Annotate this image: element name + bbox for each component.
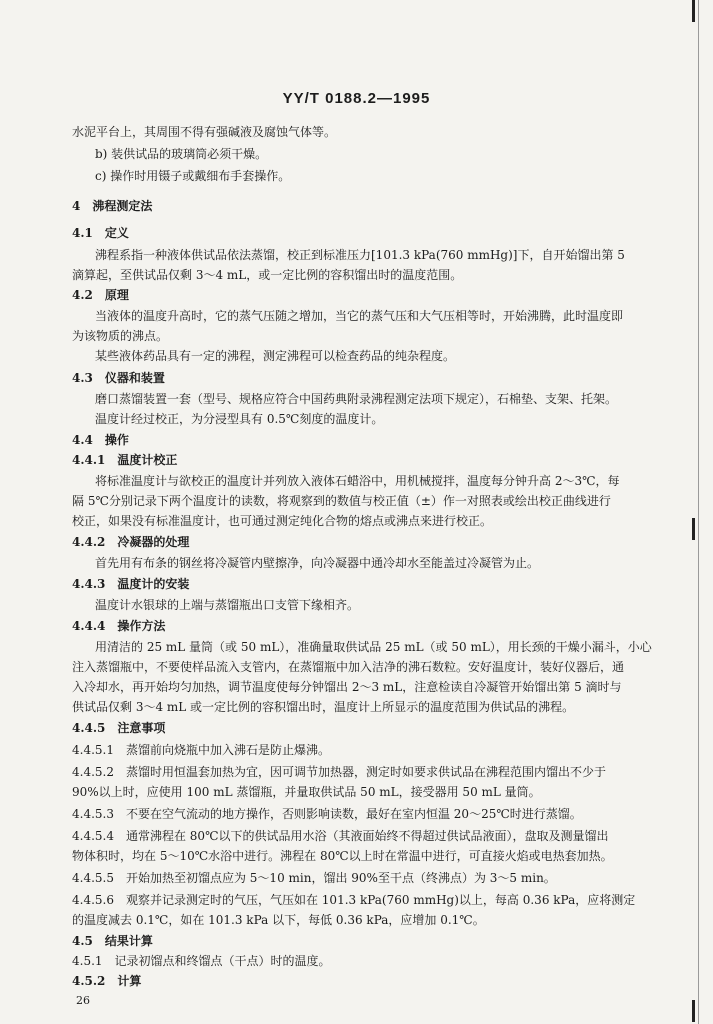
section-heading-4-2: 4.2 原理 — [72, 288, 129, 302]
body-line: 温度计水银球的上端与蒸馏瓶出口支管下缘相齐。 — [95, 598, 360, 612]
body-line: 磨口蒸馏装置一套（型号、规格应符合中国药典附录沸程测定法项下规定），石棉垫、支架、托架。 — [95, 392, 618, 406]
body-line: 校正，如果没有标准温度计，也可通过测定纯化合物的熔点或沸点来进行校正。 — [72, 514, 493, 528]
body-line: 4.5.1 记录初馏点和终馏点（干点）时的温度。 — [72, 954, 331, 968]
body-line: 4.4.5.1 蒸馏前向烧瓶中加入沸石是防止爆沸。 — [72, 743, 330, 757]
body-line: 入冷却水，再开始均匀加热，调节温度使每分钟馏出 2～3 mL，注意检读自冷凝管开始馏出第 5 滴时与 — [72, 680, 622, 694]
edge-mark — [692, 1000, 695, 1022]
section-heading-4-4-3: 4.4.3 温度计的安装 — [72, 577, 190, 591]
body-line: 滴算起，至供试品仅剩 3～4 mL，或一定比例的容积馏出时的温度范围。 — [72, 268, 463, 282]
edge-mark — [692, 0, 695, 22]
edge-mark — [692, 518, 695, 540]
body-line: 为该物质的沸点。 — [72, 329, 169, 343]
body-line: 当液体的温度升高时，它的蒸气压随之增加，当它的蒸气压和大气压相等时，开始沸腾，此时温度即 — [95, 309, 624, 323]
body-line: 沸程系指一种液体供试品依法蒸馏，校正到标准压力[101.3 kPa(760 mmHg)]下，自开始馏出第 5 — [95, 248, 625, 262]
body-line: 用清洁的 25 mL 量筒（或 50 mL），准确量取供试品 25 mL（或 50 mL），用长颈的干燥小漏斗，小心 — [95, 640, 652, 654]
body-line: 的温度减去 0.1℃，如在 101.3 kPa 以下，每低 0.36 kPa，应增加 0.1℃。 — [72, 913, 485, 927]
body-line: 水泥平台上，其周围不得有强碱液及腐蚀气体等。 — [72, 125, 337, 139]
page-header: YY/T 0188.2—1995 — [282, 90, 431, 107]
body-line: 隔 5℃分别记录下两个温度计的读数，将观察到的数值与校正值（±）作一对照表或绘出校正曲线进行 — [72, 494, 611, 508]
body-line: 4.4.5.6 观察并记录测定时的气压，气压如在 101.3 kPa(760 mmHg)以上，每高 0.36 kPa，应将测定 — [72, 893, 636, 907]
section-heading-4-4-4: 4.4.4 操作方法 — [72, 619, 166, 633]
section-heading-4-5-2: 4.5.2 计算 — [72, 974, 142, 988]
section-heading-4-1: 4.1 定义 — [72, 226, 129, 240]
body-line: 首先用有布条的钢丝将冷凝管内壁擦净，向冷凝器中通冷却水至能盖过冷凝管为止。 — [95, 556, 540, 570]
body-line: 物体积时，均在 5～10℃水浴中进行。沸程在 80℃以上时在常温中进行，可直接火焰或电热套加热。 — [72, 849, 613, 863]
list-item-c: c) 操作时用镊子或戴细布手套操作。 — [95, 169, 291, 183]
page-edge-line — [698, 0, 699, 1024]
body-line: 供试品仅剩 3～4 mL 或一定比例的容积馏出时，温度计上所显示的温度范围为供试品的沸程。 — [72, 700, 575, 714]
section-heading-4: 4 沸程测定法 — [72, 199, 153, 213]
body-line: 4.4.5.5 开始加热至初馏点应为 5～10 min，馏出 90%至干点（终沸点）为 3～5 min。 — [72, 871, 556, 885]
body-line: 90%以上时，应使用 100 mL 蒸馏瓶，并量取供试品 50 mL，接受器用 50 mL 量筒。 — [72, 785, 541, 799]
section-heading-4-4: 4.4 操作 — [72, 433, 129, 447]
body-line: 4.4.5.2 蒸馏时用恒温套加热为宜，因可调节加热器，测定时如要求供试品在沸程范围内馏出不少于 — [72, 765, 606, 779]
section-heading-4-4-2: 4.4.2 冷凝器的处理 — [72, 535, 190, 549]
body-line: 某些液体药品具有一定的沸程，测定沸程可以检查药品的纯杂程度。 — [95, 349, 456, 363]
section-heading-4-3: 4.3 仪器和装置 — [72, 371, 165, 385]
section-heading-4-5: 4.5 结果计算 — [72, 934, 153, 948]
body-line: 4.4.5.4 通常沸程在 80℃以下的供试品用水浴（其液面始终不得超过供试品液面），盘取及测量馏出 — [72, 829, 609, 843]
section-heading-4-4-1: 4.4.1 温度计校正 — [72, 453, 178, 467]
body-line: 注入蒸馏瓶中，不要使样品流入支管内，在蒸馏瓶中加入洁净的沸石数粒。安好温度计，装好仪器后，通 — [72, 660, 625, 674]
list-item-b: b) 装供试品的玻璃筒必须干燥。 — [95, 147, 268, 161]
body-line: 4.4.5.3 不要在空气流动的地方操作，否则影响读数，最好在室内恒温 20～25℃时进行蒸馏。 — [72, 807, 582, 821]
body-line: 温度计经过校正，为分浸型具有 0.5℃刻度的温度计。 — [95, 412, 384, 426]
page-number: 26 — [76, 994, 90, 1007]
body-line: 将标准温度计与欲校正的温度计并列放入液体石蜡浴中，用机械搅拌，温度每分钟升高 2～3℃，每 — [95, 474, 620, 488]
section-heading-4-4-5: 4.4.5 注意事项 — [72, 721, 166, 735]
